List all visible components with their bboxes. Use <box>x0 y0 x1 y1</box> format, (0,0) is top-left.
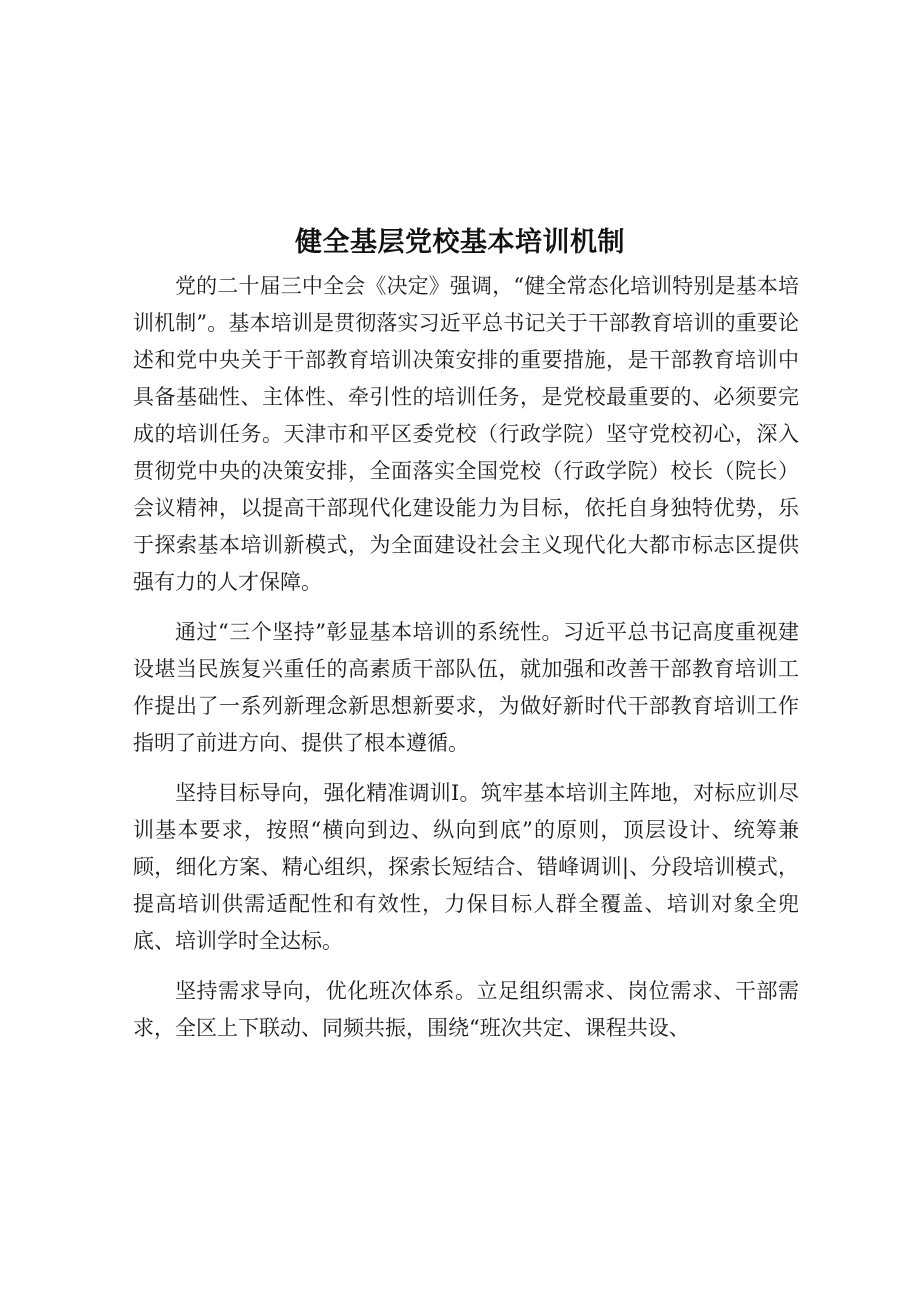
paragraph-4: 坚持需求导向，优化班次体系。立足组织需求、岗位需求、干部需求，全区上下联动、同频共振，围绕“班次共定、课程共设、 <box>133 979 799 1040</box>
paragraph-2: 通过“三个坚持”彰显基本培训的系统性。习近平总书记高度重视建设堪当民族复兴重任的高素质干部队伍，就加强和改善干部教育培训工作提出了一系列新理念新思想新要求，为做好新时代干部教育培训工作指明了前进方向、提供了根本遵循。 <box>133 620 799 755</box>
paragraph-3: 坚持目标导向，强化精准调训I。筑牢基本培训主阵地，对标应训尽训基本要求，按照“横向到边、纵向到底”的原则，顶层设计、统筹兼顾，细化方案、精心组织，探索长短结合、错峰调训|、分段培训模式，提高培训供需适配性和有效性，力保目标人群全覆盖、培训对象全兜底、培训学时全达标。 <box>133 781 799 953</box>
document-title: 健全基层党校基本培训机制 <box>295 227 625 258</box>
document-body <box>133 268 799 1060</box>
paragraph-1: 党的二十届三中全会《决定》强调，“健全常态化培训特别是基本培训机制”。基本培训是贯彻落实习近平总书记关于干部教育培训的重要论述和党中央关于干部教育培训决策安排的重要措施，是干部教育培训中具备基础性、主体性、牵引性的培训任务，是党校最重要的、必须要完成的培训任务。天津市和平区委党校（行政学院）坚守党校初心，深入贯彻党中央的决策安排，全面落实全国党校（行政学院）校长（院长）会议精神，以提高干部现代化建设能力为目标，依托自身独特优势，乐于探索基本培训新模式，为全面建设社会主义现代化大都市标志区提供强有力的人才保障。 <box>133 274 799 594</box>
